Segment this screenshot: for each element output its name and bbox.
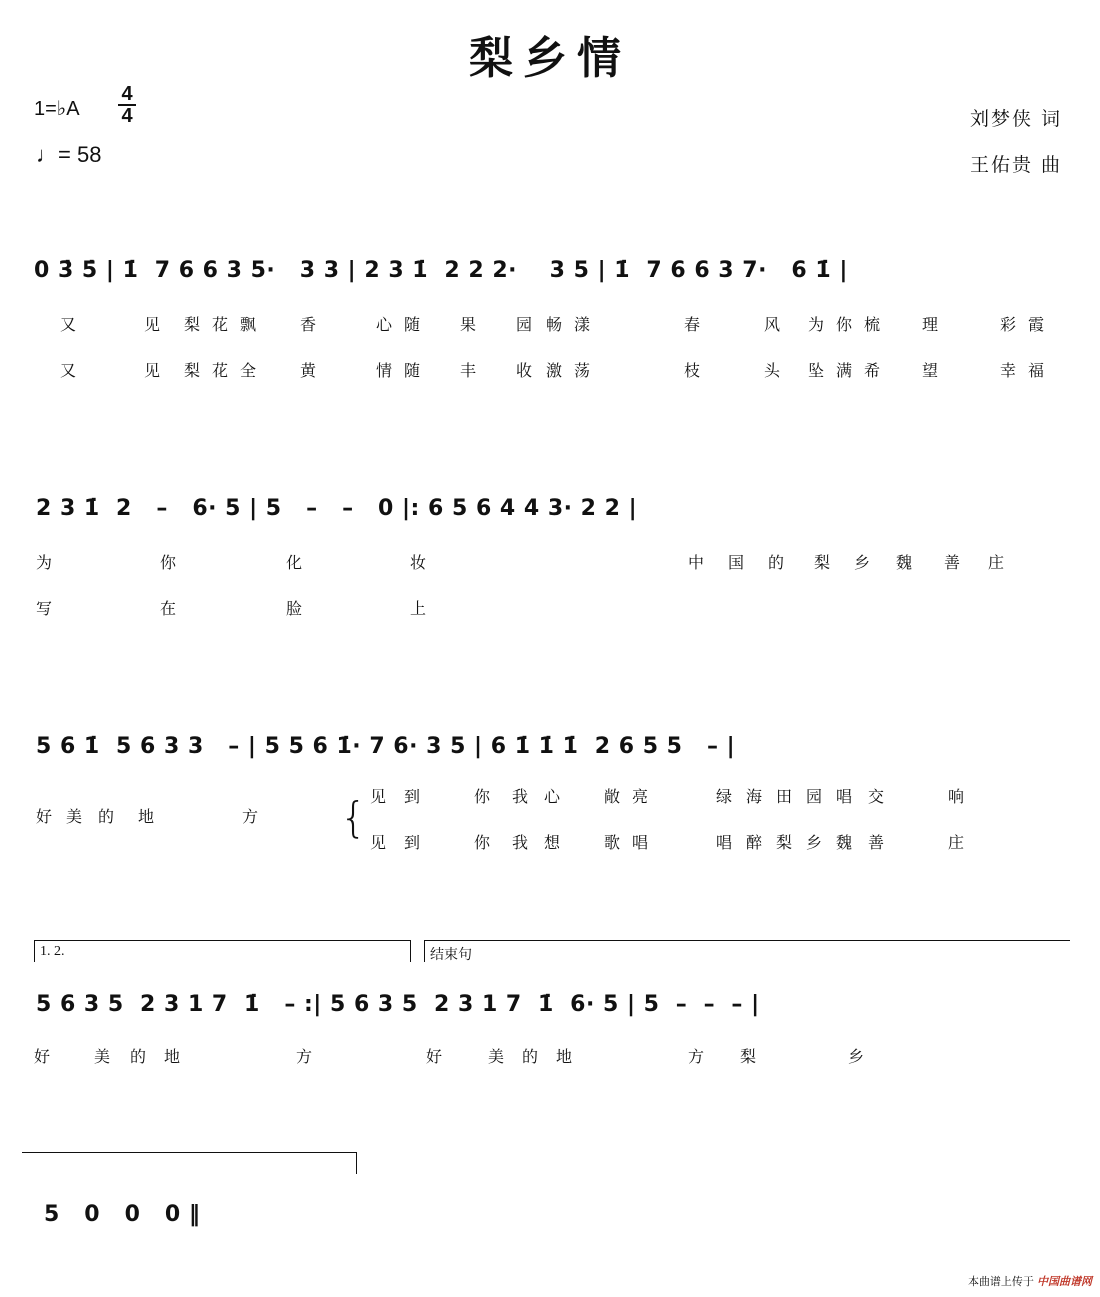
volta-bracket-1-left <box>34 940 35 962</box>
time-signature-numerator: 4 <box>121 83 133 105</box>
lyric-char: 随 <box>404 361 421 380</box>
lyric-char: 你 <box>474 787 491 806</box>
volta-bracket-2-left <box>424 940 425 962</box>
lyric-char: 漾 <box>574 315 591 334</box>
lyric-char: 国 <box>728 553 745 572</box>
volta-bracket-1 <box>34 940 410 941</box>
lyric-char: 美 <box>488 1047 505 1066</box>
lyric-char: 花 <box>212 315 229 334</box>
lyric-char: 绿 <box>716 787 733 806</box>
time-signature-denominator: 4 <box>121 105 133 127</box>
lyric-char: 收 <box>516 361 533 380</box>
lyric-char: 为 <box>808 315 825 334</box>
song-title: 梨乡情 <box>469 33 631 84</box>
lyric-char: 善 <box>868 833 885 852</box>
lyric-char: 幸 <box>1000 361 1017 380</box>
lyric-char: 乡 <box>806 833 823 852</box>
lyric-char: 心 <box>544 787 561 806</box>
lyric-char: 头 <box>764 361 781 380</box>
lyric-char: 唱 <box>716 833 733 852</box>
notation-row-1: 0 3̇ 5̇ | 1̇ 7 6 6 3 5· 3 3 | 2 3 1̇ 2 2 2· 3 5 | 1̇ 7 6 6 3 7· 6 1̇ | <box>34 258 848 283</box>
volta-bracket-1-right <box>410 940 411 962</box>
lyric-char: 梨 <box>740 1047 757 1066</box>
lyric-char: 亮 <box>632 787 649 806</box>
lyric-char: 方 <box>688 1047 705 1066</box>
tie-bracket <box>22 1152 356 1153</box>
lyric-char: 美 <box>66 807 83 826</box>
lyric-char: 唱 <box>836 787 853 806</box>
lyric-char: 醉 <box>746 833 763 852</box>
lyric-char: 梳 <box>864 315 881 334</box>
lyric-char: 庄 <box>988 553 1005 572</box>
lyric-char: 唱 <box>632 833 649 852</box>
time-signature <box>116 84 138 126</box>
lyric-char: 为 <box>36 553 53 572</box>
lyric-char: 黄 <box>300 361 317 380</box>
lyric-char: 我 <box>512 787 529 806</box>
lyric-char: 上 <box>410 599 427 618</box>
lyric-char: 梨 <box>776 833 793 852</box>
lyric-char: 风 <box>764 315 781 334</box>
lyric-char: 的 <box>768 553 785 572</box>
lyric-char: 梨 <box>814 553 831 572</box>
lyric-char: 满 <box>836 361 853 380</box>
lyric-char: 的 <box>522 1047 539 1066</box>
volta-label-1: 1. 2. <box>40 944 65 959</box>
lyric-char: 梨 <box>184 315 201 334</box>
notation-row-4: 5 6 3 5 2 3 1 7 1̇ – :| 5 6 3 5 2 3 1 7 1̇ 6· 5 | 5 – – – | <box>36 992 760 1017</box>
lyric-char: 激 <box>546 361 563 380</box>
lyricist-credit: 刘梦侠 词 <box>969 108 1062 130</box>
notation-row-5: 5 0 0 0 ‖ <box>44 1202 201 1227</box>
verse-brace: { <box>340 793 367 842</box>
lyric-char: 庄 <box>948 833 965 852</box>
lyric-char: 方 <box>296 1047 313 1066</box>
lyric-char: 园 <box>806 787 823 806</box>
lyric-char: 花 <box>212 361 229 380</box>
lyric-char: 化 <box>286 553 303 572</box>
notation-row-2: 2 3 1̇ 2 – 6· 5 | 5 – – 0 |: 6 5 6 4 4 3· 2 2 | <box>36 496 638 521</box>
lyric-char: 响 <box>948 787 965 806</box>
lyric-char: 写 <box>36 599 53 618</box>
lyric-char: 乡 <box>848 1047 865 1066</box>
lyric-char: 中 <box>688 553 705 572</box>
tempo-marking: ♩= 58 <box>36 142 102 167</box>
lyric-char: 魏 <box>836 833 853 852</box>
lyric-char: 地 <box>556 1047 573 1066</box>
lyric-char: 见 <box>370 833 387 852</box>
key-signature: 1=♭A <box>34 98 80 120</box>
lyric-char: 见 <box>144 315 161 334</box>
lyric-char: 方 <box>242 807 259 826</box>
lyric-char: 春 <box>684 315 701 334</box>
lyric-char: 彩 <box>1000 315 1017 334</box>
lyric-char: 敞 <box>604 787 621 806</box>
lyric-char: 好 <box>426 1047 443 1066</box>
lyric-char: 你 <box>160 553 177 572</box>
lyric-char: 想 <box>544 833 561 852</box>
notation-row-3: 5 6 1̇ 5 6 3 3 – | 5 5 6 1̇· 7 6· 3 5 | 6 1̇ 1̇ 1̇ 2 6 5 5 – | <box>36 734 736 759</box>
tie-bracket-end <box>356 1152 357 1174</box>
lyric-char: 海 <box>746 787 763 806</box>
watermark-brand: 中国曲谱网 <box>1037 1276 1092 1288</box>
lyric-char: 妆 <box>410 553 427 572</box>
lyric-char: 望 <box>922 361 939 380</box>
lyric-char: 香 <box>300 315 317 334</box>
lyric-char: 好 <box>34 1047 51 1066</box>
lyric-char: 心 <box>376 315 393 334</box>
lyric-char: 霞 <box>1028 315 1045 334</box>
lyric-char: 的 <box>98 807 115 826</box>
volta-label-2: 结束句 <box>430 947 472 963</box>
lyric-char: 到 <box>404 833 421 852</box>
lyric-char: 情 <box>376 361 393 380</box>
lyric-char: 的 <box>130 1047 147 1066</box>
lyric-char: 坠 <box>808 361 825 380</box>
lyric-char: 地 <box>164 1047 181 1066</box>
lyric-char: 你 <box>474 833 491 852</box>
lyric-char: 美 <box>94 1047 111 1066</box>
lyric-char: 畅 <box>546 315 563 334</box>
lyric-char: 随 <box>404 315 421 334</box>
lyric-char: 到 <box>404 787 421 806</box>
lyric-char: 在 <box>160 599 177 618</box>
composer-credit: 王佑贵 曲 <box>969 154 1062 176</box>
lyric-char: 丰 <box>460 361 477 380</box>
lyric-char: 梨 <box>184 361 201 380</box>
lyric-char: 希 <box>864 361 881 380</box>
lyric-char: 好 <box>36 807 53 826</box>
lyric-char: 脸 <box>286 599 303 618</box>
lyric-char: 全 <box>240 361 257 380</box>
lyric-char: 地 <box>138 807 155 826</box>
lyric-char: 田 <box>776 787 793 806</box>
lyric-char: 见 <box>144 361 161 380</box>
lyric-char: 见 <box>370 787 387 806</box>
lyric-char: 我 <box>512 833 529 852</box>
lyric-char: 你 <box>836 315 853 334</box>
watermark <box>968 1273 1092 1289</box>
lyric-char: 荡 <box>574 361 591 380</box>
lyric-char: 园 <box>516 315 533 334</box>
lyric-char: 又 <box>60 315 77 334</box>
lyric-char: 果 <box>460 315 477 334</box>
lyric-char: 交 <box>868 787 885 806</box>
lyric-char: 魏 <box>896 553 913 572</box>
lyric-char: 福 <box>1028 361 1045 380</box>
lyric-char: 枝 <box>684 361 701 380</box>
lyric-char: 歌 <box>604 833 621 852</box>
lyric-char: 乡 <box>854 553 871 572</box>
lyric-char: 善 <box>944 553 961 572</box>
watermark-prefix: 本曲谱上传于 <box>967 1276 1034 1288</box>
lyric-char: 又 <box>60 361 77 380</box>
lyric-char: 理 <box>922 315 939 334</box>
volta-bracket-2 <box>424 940 1070 941</box>
lyric-char: 飘 <box>240 315 257 334</box>
